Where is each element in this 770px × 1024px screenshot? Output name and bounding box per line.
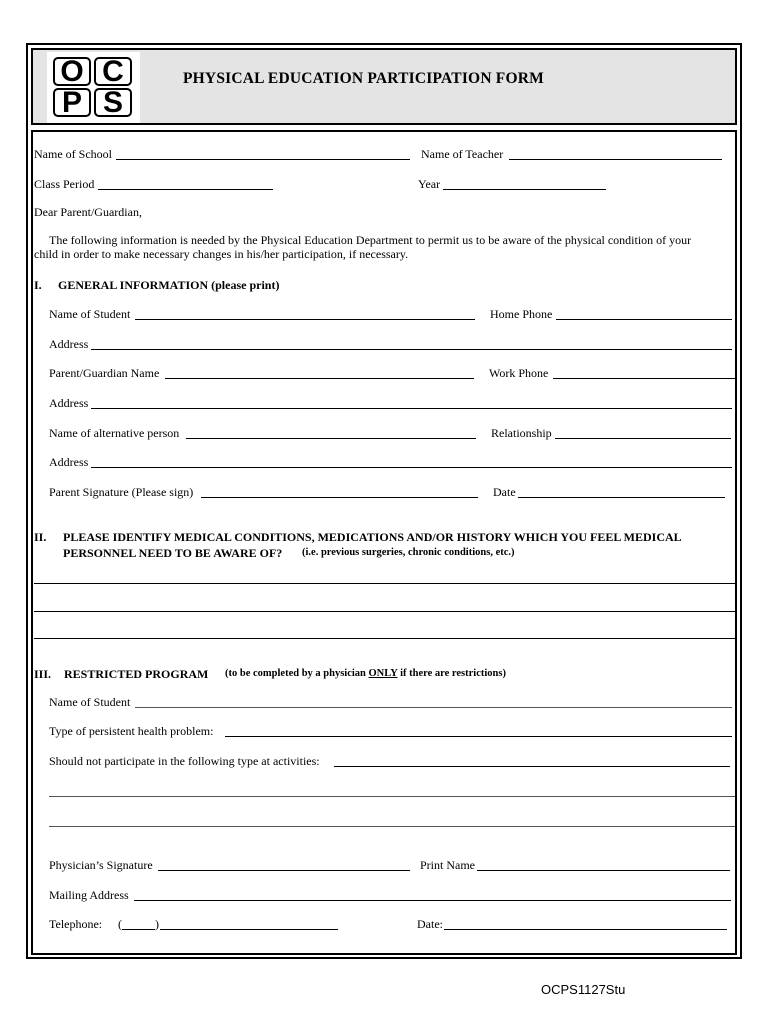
address-2-label: Address [49,396,89,410]
school-field[interactable] [116,159,410,160]
form-title: PHYSICAL EDUCATION PARTICIPATION FORM [183,70,544,87]
area-code-field[interactable] [122,929,155,930]
medical-line-3[interactable] [34,638,736,639]
activities-line-1[interactable] [49,796,735,797]
date-field[interactable] [518,497,725,498]
section-2-title-note: (i.e. previous surgeries, chronic conditions, etc.) [302,547,515,558]
student-name-field[interactable] [135,319,475,320]
activities-line-2[interactable] [49,826,735,827]
logo-letter-o: O [53,57,91,86]
section-3-note-b: if there are restrictions) [400,668,506,679]
address-3-field[interactable] [91,467,732,468]
section-1-number: I. [34,278,42,292]
area-code-open-paren: ( [118,917,122,931]
telephone-label: Telephone: [49,917,103,931]
section-2-title-line-1: PLEASE IDENTIFY MEDICAL CONDITIONS, MEDICATIONS AND/OR HISTORY WHICH YOU FEEL MEDICAL [63,530,682,544]
class-period-field[interactable] [98,189,273,190]
mailing-address-label: Mailing Address [49,888,129,902]
mailing-address-field[interactable] [134,900,731,901]
section-3-note [225,668,506,679]
section-2-title-line-2: PERSONNEL NEED TO BE AWARE OF? [63,546,283,560]
section-3-title: RESTRICTED PROGRAM [64,667,209,681]
teacher-label: Name of Teacher [421,147,504,161]
guardian-name-field[interactable] [165,378,474,379]
address-3-label: Address [49,455,89,469]
alt-person-field[interactable] [186,438,476,439]
print-name-label: Print Name [420,858,475,872]
section-3-number: III. [34,667,52,681]
form-header [31,48,737,125]
parent-signature-label: Parent Signature (Please sign) [49,485,194,499]
restricted-student-field[interactable] [135,707,732,708]
not-participate-field[interactable] [334,766,730,767]
section-1-title: GENERAL INFORMATION (please print) [58,278,280,292]
logo-letter-p: P [53,88,91,117]
parent-signature-field[interactable] [201,497,478,498]
logo-letter-s: S [94,88,132,117]
form-code: OCPS1127Stu [541,982,626,997]
physician-date-label: Date: [417,917,443,931]
greeting: Dear Parent/Guardian, [34,205,142,219]
section-3-note-a: (to be completed by a physician [225,668,366,679]
intro-line-1: The following information is needed by the Physical Education Department to permit us to be aware of the physical condition of your [49,233,692,247]
date-label: Date [493,485,516,499]
relationship-field[interactable] [555,438,731,439]
home-phone-field[interactable] [556,319,732,320]
health-problem-label: Type of persistent health problem: [49,724,214,738]
address-1-label: Address [49,337,89,351]
relationship-label: Relationship [491,426,552,440]
student-name-label: Name of Student [49,307,131,321]
area-code-close-paren: ) [155,917,159,931]
physician-signature-label: Physician’s Signature [49,858,153,872]
section-3-note-only: ONLY [368,668,398,679]
guardian-name-label: Parent/Guardian Name [49,366,160,380]
medical-line-1[interactable] [34,583,736,584]
not-participate-label: Should not participate in the following type at activities: [49,754,320,768]
work-phone-field[interactable] [553,378,735,379]
restricted-student-label: Name of Student [49,695,131,709]
home-phone-label: Home Phone [490,307,553,321]
section-2-number: II. [34,530,47,544]
medical-line-2[interactable] [34,611,736,612]
print-name-field[interactable] [477,870,730,871]
health-problem-field[interactable] [225,736,732,737]
intro-line-2: child in order to make necessary changes in his/her participation, if necessary. [34,247,409,261]
year-field[interactable] [443,189,606,190]
year-label: Year [418,177,441,191]
ocps-logo [47,52,140,123]
physician-date-field[interactable] [444,929,727,930]
teacher-field[interactable] [509,159,722,160]
school-label: Name of School [34,147,112,161]
alt-person-label: Name of alternative person [49,426,180,440]
address-1-field[interactable] [91,349,732,350]
physician-signature-field[interactable] [158,870,410,871]
class-period-label: Class Period [34,177,95,191]
telephone-number-field[interactable] [160,929,338,930]
logo-letter-c: C [94,57,132,86]
work-phone-label: Work Phone [489,366,549,380]
address-2-field[interactable] [91,408,732,409]
